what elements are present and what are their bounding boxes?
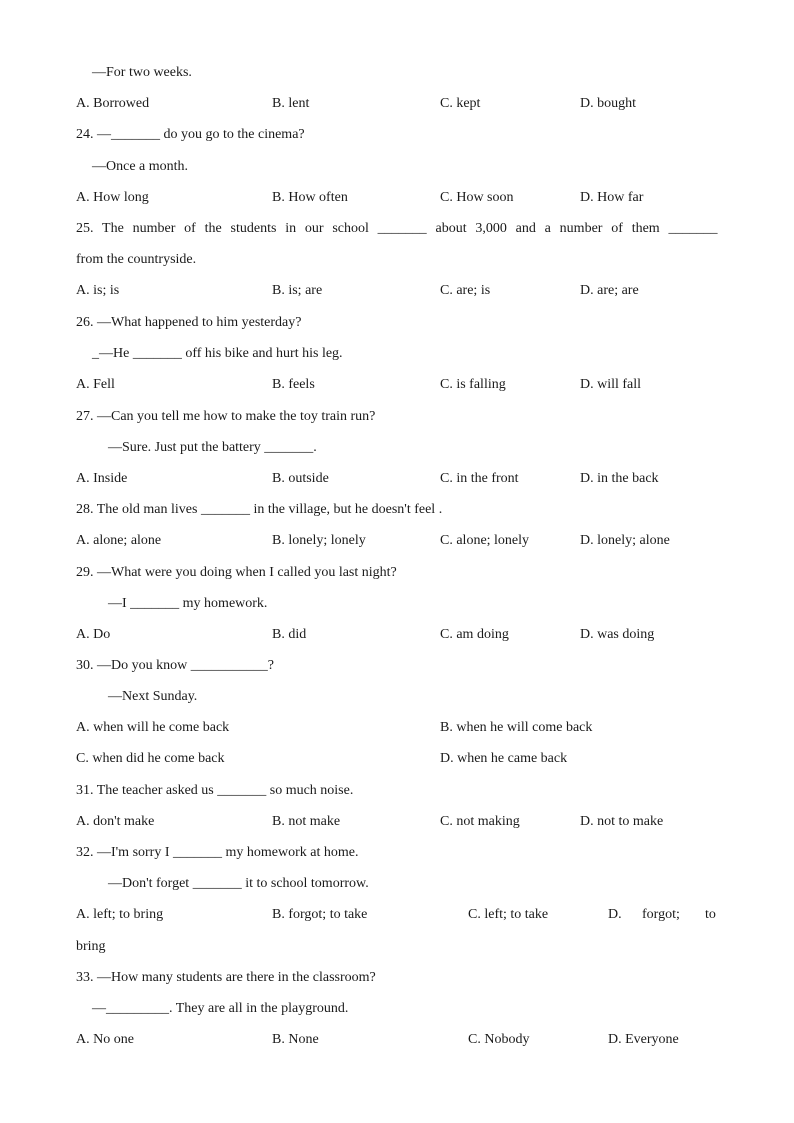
text-line: A. Borrowed xyxy=(76,96,150,111)
text-line: B. outside xyxy=(272,471,329,486)
text-line: A. is; is xyxy=(76,283,120,298)
text-line: forgot; xyxy=(642,907,680,922)
text-line: D. are; are xyxy=(580,283,639,298)
text-line: C. kept xyxy=(440,96,481,111)
text-line: 31. The teacher asked us _______ so much noise. xyxy=(76,783,354,798)
text-line: 33. —How many students are there in the classroom? xyxy=(76,970,376,985)
text-line: C. in the front xyxy=(440,471,519,486)
text-line: from the countryside. xyxy=(76,252,197,267)
text-line: 25. The number of the students in our school _______ about 3,000 and a number of them _______ xyxy=(76,221,718,236)
text-line: C. Nobody xyxy=(468,1032,530,1047)
text-line: A. No one xyxy=(76,1032,134,1047)
text-line: A. don't make xyxy=(76,814,155,829)
text-line: D. lonely; alone xyxy=(580,533,670,548)
text-line: C. not making xyxy=(440,814,520,829)
text-line: C. when did he come back xyxy=(76,751,225,766)
text-line: B. lonely; lonely xyxy=(272,533,366,548)
text-line: D. How far xyxy=(580,190,644,205)
text-line: D. Everyone xyxy=(608,1032,679,1047)
text-line: B. did xyxy=(272,627,307,642)
text-line: A. when will he come back xyxy=(76,720,230,735)
text-line: —Once a month. xyxy=(92,159,189,174)
text-line: —_________. They are all in the playground. xyxy=(92,1001,349,1016)
text-line: D. in the back xyxy=(580,471,659,486)
text-line: C. am doing xyxy=(440,627,509,642)
text-line: C. are; is xyxy=(440,283,491,298)
text-line: 32. —I'm sorry I _______ my homework at home. xyxy=(76,845,359,860)
text-line: —I _______ my homework. xyxy=(108,596,268,611)
text-line: C. alone; lonely xyxy=(440,533,530,548)
text-line: B. How often xyxy=(272,190,348,205)
text-line: A. How long xyxy=(76,190,149,205)
text-line: 29. —What were you doing when I called you last night? xyxy=(76,565,397,580)
text-line: A. alone; alone xyxy=(76,533,162,548)
text-line: —Sure. Just put the battery _______. xyxy=(108,440,317,455)
text-line: D. will fall xyxy=(580,377,642,392)
text-line: D. when he came back xyxy=(440,751,568,766)
text-line: D. not to make xyxy=(580,814,664,829)
text-line: B. lent xyxy=(272,96,310,111)
text-line: bring xyxy=(76,939,106,954)
text-line: to xyxy=(705,907,716,922)
text-line: B. None xyxy=(272,1032,319,1047)
text-line: 27. —Can you tell me how to make the toy train run? xyxy=(76,409,376,424)
text-line: —For two weeks. xyxy=(92,65,192,80)
text-line: _—He _______ off his bike and hurt his leg. xyxy=(92,346,343,361)
text-line: 30. —Do you know ___________? xyxy=(76,658,274,673)
text-line: D. bought xyxy=(580,96,636,111)
text-line: B. is; are xyxy=(272,283,323,298)
text-line: 24. —_______ do you go to the cinema? xyxy=(76,127,305,142)
text-line: B. not make xyxy=(272,814,341,829)
text-line: A. left; to bring xyxy=(76,907,164,922)
text-line: C. How soon xyxy=(440,190,514,205)
text-line: B. when he will come back xyxy=(440,720,593,735)
text-line: B. forgot; to take xyxy=(272,907,368,922)
text-line: D. xyxy=(608,907,622,922)
text-line: A. Inside xyxy=(76,471,128,486)
text-line: A. Fell xyxy=(76,377,115,392)
text-line: —Don't forget _______ it to school tomorrow. xyxy=(108,876,369,891)
text-line: A. Do xyxy=(76,627,111,642)
text-line: 26. —What happened to him yesterday? xyxy=(76,315,302,330)
text-line: B. feels xyxy=(272,377,315,392)
text-line: C. is falling xyxy=(440,377,506,392)
text-line: 28. The old man lives _______ in the village, but he doesn't feel . xyxy=(76,502,443,517)
text-line: C. left; to take xyxy=(468,907,549,922)
text-line: D. was doing xyxy=(580,627,655,642)
text-line: —Next Sunday. xyxy=(108,689,198,704)
